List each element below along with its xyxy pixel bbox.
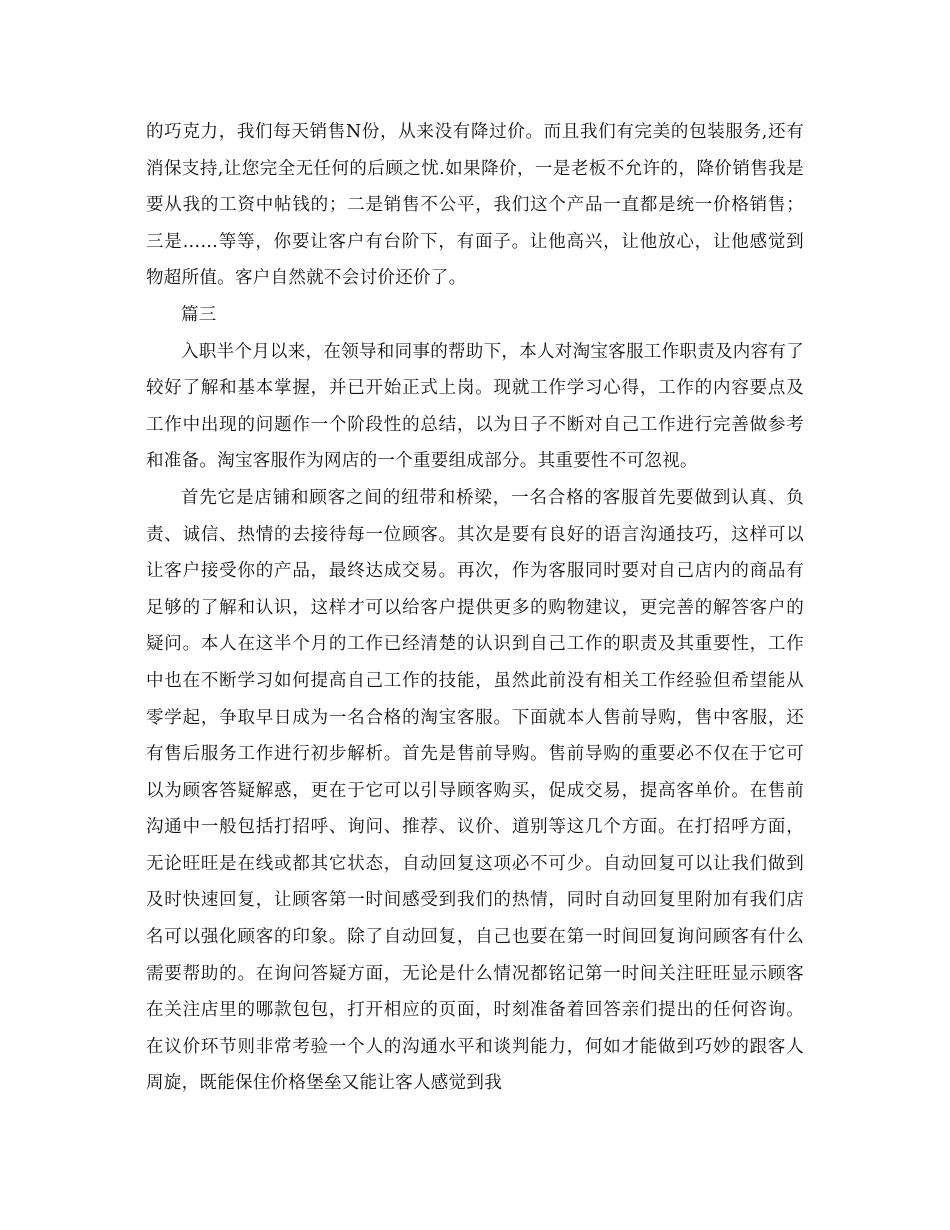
paragraph-continued: 的巧克力，我们每天销售N份，从来没有降过价。而且我们有完美的包装服务,还有消保支持,让您完全无任何的后顾之忧.如果降价，一是老板不允许的，降价销售我是要从我的工资中帖钱的；二是销售不公平，我们这个产品一直都是统一价格销售；三是……等等，你要让客户有台阶下，有面子。让他高兴，让他放心，让他感觉到物超所值。客户自然就不会讨价还价了。 (146, 122, 804, 289)
paragraph-main: 首先它是店铺和顾客之间的纽带和桥梁，一名合格的客服首先要做到认真、负责、诚信、热情的去接待每一位顾客。其次是要有良好的语言沟通技巧，这样可以让客户接受你的产品，最终达成交易。再次，作为客服同时要对自己店内的商品有足够的了解和认识，这样才可以给客户提供更多的购物建议，更完善的解答客户的疑问。本人在这半个月的工作已经清楚的认识到自己工作的职责及其重要性，工作中也在不断学习如何提高自己工作的技能，虽然此前没有相关工作经验但希望能从零学起，争取早日成为一名合格的淘宝客服。下面就本人售前导购，售中客服，还有售后服务工作进行初步解析。首先是售前导购。售前导购的重要必不仅在于它可以为顾客答疑解惑，更在于它可以引导顾客购买，促成交易，提高客单价。在售前沟通中一般包括打招呼、询问、推荐、议价、道别等这几个方面。在打招呼方面，无论旺旺是在线或都其它状态，自动回复这项必不可少。自动回复可以让我们做到及时快速回复，让顾客第一时间感受到我们的热情，同时自动回复里附加有我们店名可以强化顾客的印象。除了自动回复，自己也要在第一时间回复询问顾客有什么需要帮助的。在询问答疑方面，无论是什么情况都铭记第一时间关注旺旺显示顾客在关注店里的哪款包包，打开相应的页面，时刻准备着回答亲们提出的任何咨询。在议价环节则非常考验一个人的沟通水平和谈判能力，何如才能做到巧妙的跟客人周旋，既能保住价格堡垒又能让客人感觉到我 (146, 487, 804, 1094)
paragraph-intro: 入职半个月以来，在领导和同事的帮助下，本人对淘宝客服工作职责及内容有了较好了解和基本掌握，并已开始正式上岗。现就工作学习心得，工作的内容要点及工作中出现的问题作一个阶段性的总结，以为日子不断对自己工作进行完善做参考和准备。淘宝客服作为网店的一个重要组成部分。其重要性不可忽视。 (146, 341, 804, 472)
section-heading: 篇三 (181, 304, 217, 325)
document-body (146, 114, 804, 1102)
